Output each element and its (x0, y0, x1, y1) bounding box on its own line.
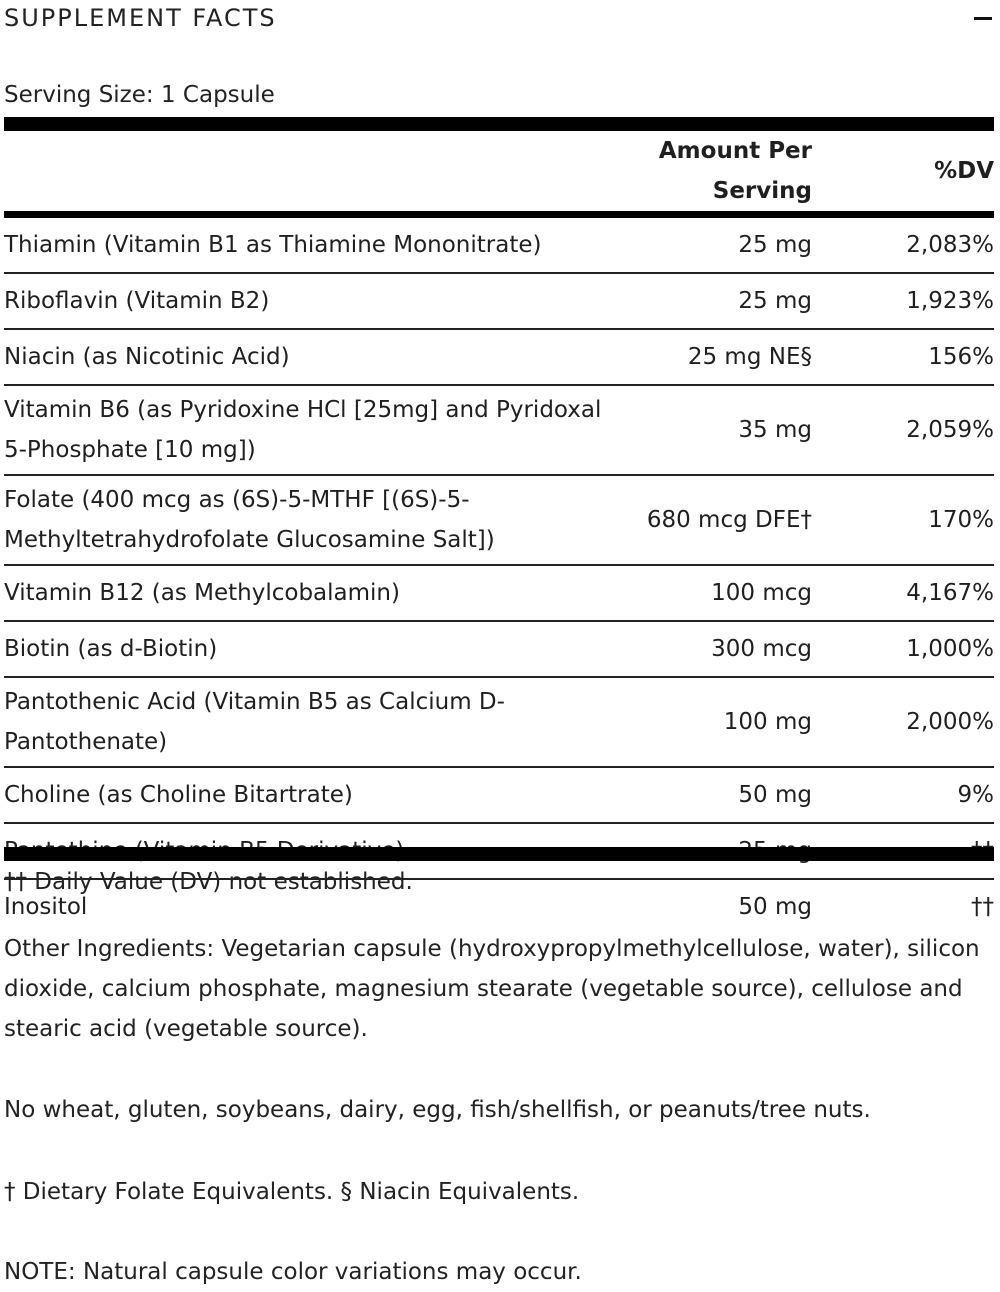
nutrient-name: Thiamin (Vitamin B1 as Thiamine Mononitrate) (4, 232, 542, 258)
table-row (4, 329, 994, 385)
equivalents-note: † Dietary Folate Equivalents. § Niacin Equivalents. (4, 1179, 580, 1205)
nutrient-dv: 170% (928, 507, 994, 533)
nutrient-dv: †† (971, 894, 994, 920)
nutrient-name: Vitamin B6 (as Pyridoxine HCl [25mg] and Pyridoxal 5-Phosphate [10 mg]) (4, 397, 602, 463)
table-row (4, 621, 994, 677)
nutrient-amount: 300 mcg (711, 636, 812, 662)
nutrient-name: Folate (400 mcg as (6S)-5-MTHF [(6S)-5-Methyltetrahydrofolate Glucosamine Salt]) (4, 487, 495, 553)
nutrient-amount: 100 mcg (711, 580, 812, 606)
nutrient-dv: 2,000% (906, 709, 994, 735)
nutrient-dv: 1,923% (906, 288, 994, 314)
nutrient-amount: 680 mcg DFE† (646, 507, 812, 533)
table-row (4, 767, 994, 823)
capsule-note: NOTE: Natural capsule color variations may occur. (4, 1259, 582, 1285)
nutrient-amount: 25 mg (738, 288, 812, 314)
nutrient-amount: 25 mg NE§ (687, 344, 812, 370)
header-dv: %DV (934, 158, 994, 184)
table-row (4, 565, 994, 621)
nutrient-name: Inositol (4, 894, 88, 920)
nutrient-dv: 1,000% (906, 636, 994, 662)
table-row (4, 677, 994, 767)
nutrient-amount: 25 mg (738, 232, 812, 258)
minus-icon[interactable] (972, 4, 994, 32)
nutrient-amount: 100 mg (723, 709, 812, 735)
other-ingredients: Other Ingredients: Vegetarian capsule (hydroxypropylmethylcellulose, water), silicon dioxide, calcium phosphate, magnesium stearate (vegetable source), cellulose and stearic acid (vegetable source). (4, 936, 980, 1042)
bottom-rule (4, 847, 994, 861)
nutrient-name: Biotin (as d-Biotin) (4, 636, 218, 662)
section-header[interactable] (4, 0, 994, 36)
table-header-row (4, 131, 994, 215)
nutrient-dv: 156% (928, 344, 994, 370)
top-rule (4, 117, 994, 131)
header-amount: Amount Per Serving (658, 138, 812, 204)
allergen-statement: No wheat, gluten, soybeans, dairy, egg, fish/shellfish, or peanuts/tree nuts. (4, 1097, 871, 1123)
nutrient-dv: 4,167% (906, 580, 994, 606)
nutrient-name: Riboflavin (Vitamin B2) (4, 288, 270, 314)
table-row (4, 385, 994, 475)
nutrient-dv: 9% (957, 782, 994, 808)
serving-size: Serving Size: 1 Capsule (4, 82, 275, 108)
nutrient-name: Niacin (as Nicotinic Acid) (4, 344, 290, 370)
nutrient-amount: 50 mg (738, 894, 812, 920)
dv-note: †† Daily Value (DV) not established. (4, 869, 413, 895)
table-row (4, 215, 994, 274)
table-row (4, 273, 994, 329)
nutrient-amount: 50 mg (738, 782, 812, 808)
nutrient-dv: 2,083% (906, 232, 994, 258)
nutrient-name: Choline (as Choline Bitartrate) (4, 782, 353, 808)
nutrient-amount: 35 mg (738, 417, 812, 443)
nutrient-dv: 2,059% (906, 417, 994, 443)
nutrient-name: Pantothenic Acid (Vitamin B5 as Calcium D-Pantothenate) (4, 689, 505, 755)
section-title: SUPPLEMENT FACTS (4, 4, 277, 32)
nutrient-name: Vitamin B12 (as Methylcobalamin) (4, 580, 400, 606)
header-name (4, 131, 628, 215)
table-row (4, 475, 994, 565)
supplement-table (4, 131, 994, 934)
